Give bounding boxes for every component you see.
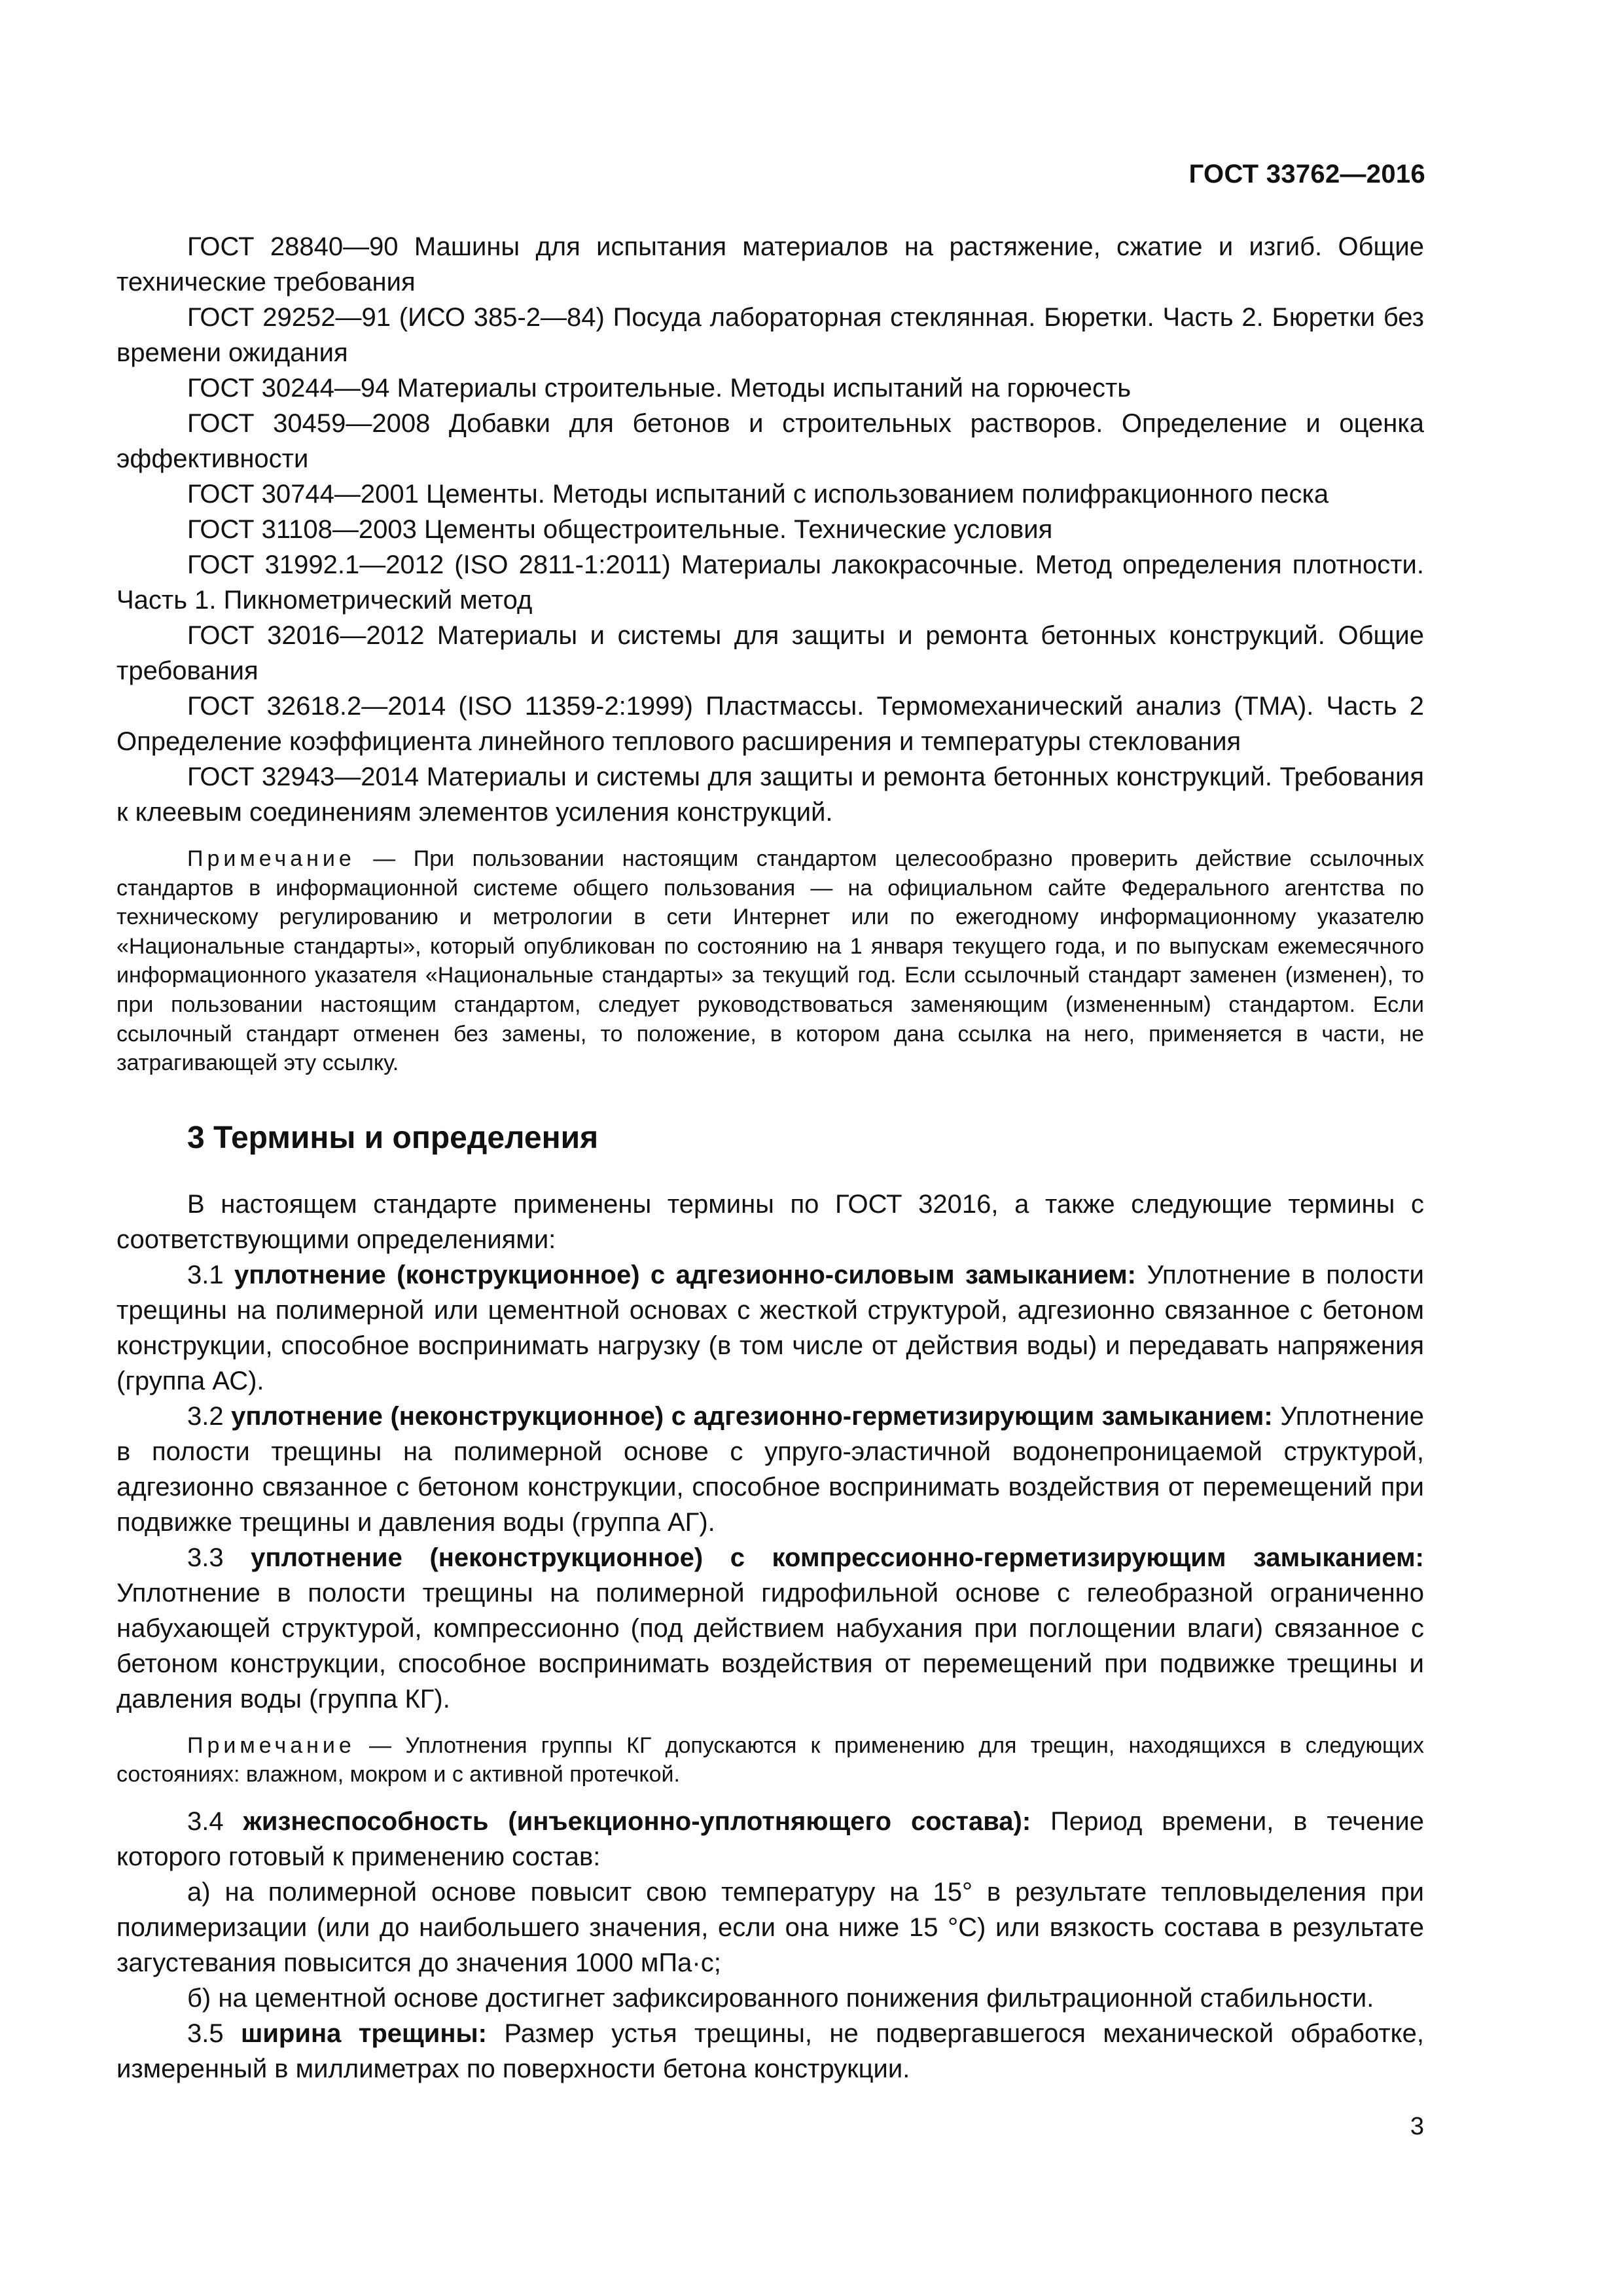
document-code: ГОСТ 33762—2016 [1188, 160, 1425, 188]
term-definition: Размер устья трещины, не подвергавшегося механической обработке, измеренный в миллиметрах по поверхности бетона конструкции. [116, 2018, 1424, 2083]
term-3-1 [116, 1257, 1424, 1399]
term-name: ширина трещины: [241, 2018, 487, 2048]
term-definition: Период времени, в течение которого готовый к применению состав: [116, 1806, 1424, 1871]
reference-item: ГОСТ 30459—2008 Добавки для бетонов и строительных растворов. Определение и оценка эффективности [116, 409, 1424, 473]
note-kg [116, 1731, 1424, 1789]
term-definition: Уплотнение в полости трещины на полимерной или цементной основах с жесткой структурой, адгезионно связанное с бетоном конструкции, способное воспринимать нагрузку (в том числе от действия воды) и передавать напряжения (группа АС). [116, 1260, 1425, 1395]
note-text: — При пользовании настоящим стандартом целесообразно проверить действие ссылочных стандартов в информационной системе общего пользования — на официальном сайте Федерального агентства по техническому регулированию и метрологии в сети Интернет или по ежегодному информационному указателю «Национальные стандарты», который опубликован по состоянию на 1 января текущего года, и по выпускам ежемесячного информационного указателя «Национальные стандарты» за текущий год. Если ссылочный стандарт заменен (изменен), то при пользовании настоящим стандартом, следует руководствоваться заменяющим (измененным) стандартом. Если ссылочный стандарт отменен без замены, то положение, в котором дана ссылка на него, применяется в части, не затрагивающей эту ссылку. [116, 846, 1424, 1076]
term-name: уплотнение (неконструкционное) с компрессионно-герметизирующим замыканием: [251, 1543, 1424, 1572]
term-number: 3.5 [187, 2018, 224, 2048]
term-3-2 [116, 1399, 1424, 1540]
section-heading: 3 Термины и определения [187, 1120, 599, 1155]
reference-item: ГОСТ 30244—94 Материалы строительные. Методы испытаний на горючесть [187, 374, 1132, 403]
reference-item: ГОСТ 28840—90 Машины для испытания материалов на растяжение, сжатие и изгиб. Общие технические требования [116, 232, 1424, 296]
term-3-4 [116, 1804, 1424, 1874]
reference-item: ГОСТ 32016—2012 Материалы и системы для защиты и ремонта бетонных конструкций. Общие требования [116, 621, 1424, 685]
document-body [116, 229, 1424, 2087]
term-3-3 [116, 1540, 1424, 1717]
section-intro: В настоящем стандарте применены термины по ГОСТ 32016, а также следующие термины с соответствующими определениями: [116, 1189, 1424, 1254]
references-list [116, 229, 1424, 830]
term-definition: Уплотнение в полости трещины на полимерной гидрофильной основе с гелеобразной ограниченно набухающей структурой, компрессионно (под действием набухания при поглощении влаги) связанное с бетоном конструкции, способное воспринимать воздействия от перемещений при подвижке трещины и давления воды (группа КГ). [116, 1578, 1424, 1713]
reference-item: ГОСТ 32618.2—2014 (ISO 11359-2:1999) Пластмассы. Термомеханический анализ (ТМА). Часть 2 Определение коэффициента линейного теплового расширения и температуры стеклования [116, 692, 1424, 756]
term-number: 3.4 [187, 1806, 224, 1836]
reference-item: ГОСТ 32943—2014 Материалы и системы для защиты и ремонта бетонных конструкций. Требования к клеевым соединениям элементов усиления конструкций. [116, 762, 1424, 827]
page-number: 3 [1410, 2113, 1424, 2140]
term-3-4-a: а) на полимерной основе повысит свою температуру на 15° в результате тепловыделения при полимеризации (или до наибольшего значения, если она ниже 15 °С) или вязкость состава в результате загустевания повысится до значения 1000 мПа·с; [116, 1877, 1424, 1977]
reference-item: ГОСТ 30744—2001 Цементы. Методы испытаний с использованием полифракционного песка [187, 480, 1329, 509]
note-label: Примечание [187, 1732, 355, 1758]
reference-item: ГОСТ 29252—91 (ИСО 385-2—84) Посуда лабораторная стеклянная. Бюретки. Часть 2. Бюретки без времени ожидания [116, 303, 1424, 367]
note-text: — Уплотнения группы КГ допускаются к применению для трещин, находящихся в следующих состояниях: влажном, мокром и с активной протечкой. [116, 1732, 1425, 1787]
term-definition: Уплотнение в полости трещины на полимерной основе с упруго-эластичной водонепроницаемой структурой, адгезионно связанное с бетоном конструкции, способное воспринимать воздействия от перемещений при подвижке трещины и давления воды (группа АГ). [116, 1401, 1424, 1537]
note-references [116, 844, 1424, 1078]
note-label: Примечание [187, 846, 355, 871]
term-number: 3.2 [187, 1401, 224, 1431]
term-3-4-b: б) на цементной основе достигнет зафиксированного понижения фильтрационной стабильности. [187, 1983, 1374, 2013]
reference-item: ГОСТ 31108—2003 Цементы общестроительные. Технические условия [187, 515, 1053, 544]
term-number: 3.1 [187, 1260, 224, 1289]
term-number: 3.3 [187, 1543, 224, 1572]
term-name: жизнеспособность (инъекционно-уплотняющего состава): [243, 1806, 1031, 1836]
reference-item: ГОСТ 31992.1—2012 (ISO 2811-1:2011) Материалы лакокрасочные. Метод определения плотности. Часть 1. Пикнометрический метод [116, 550, 1424, 615]
term-name: уплотнение (неконструкционное) с адгезионно-герметизирующим замыканием: [231, 1401, 1273, 1431]
term-name: уплотнение (конструкционное) с адгезионно-силовым замыканием: [234, 1260, 1137, 1289]
term-3-5 [116, 2016, 1424, 2087]
